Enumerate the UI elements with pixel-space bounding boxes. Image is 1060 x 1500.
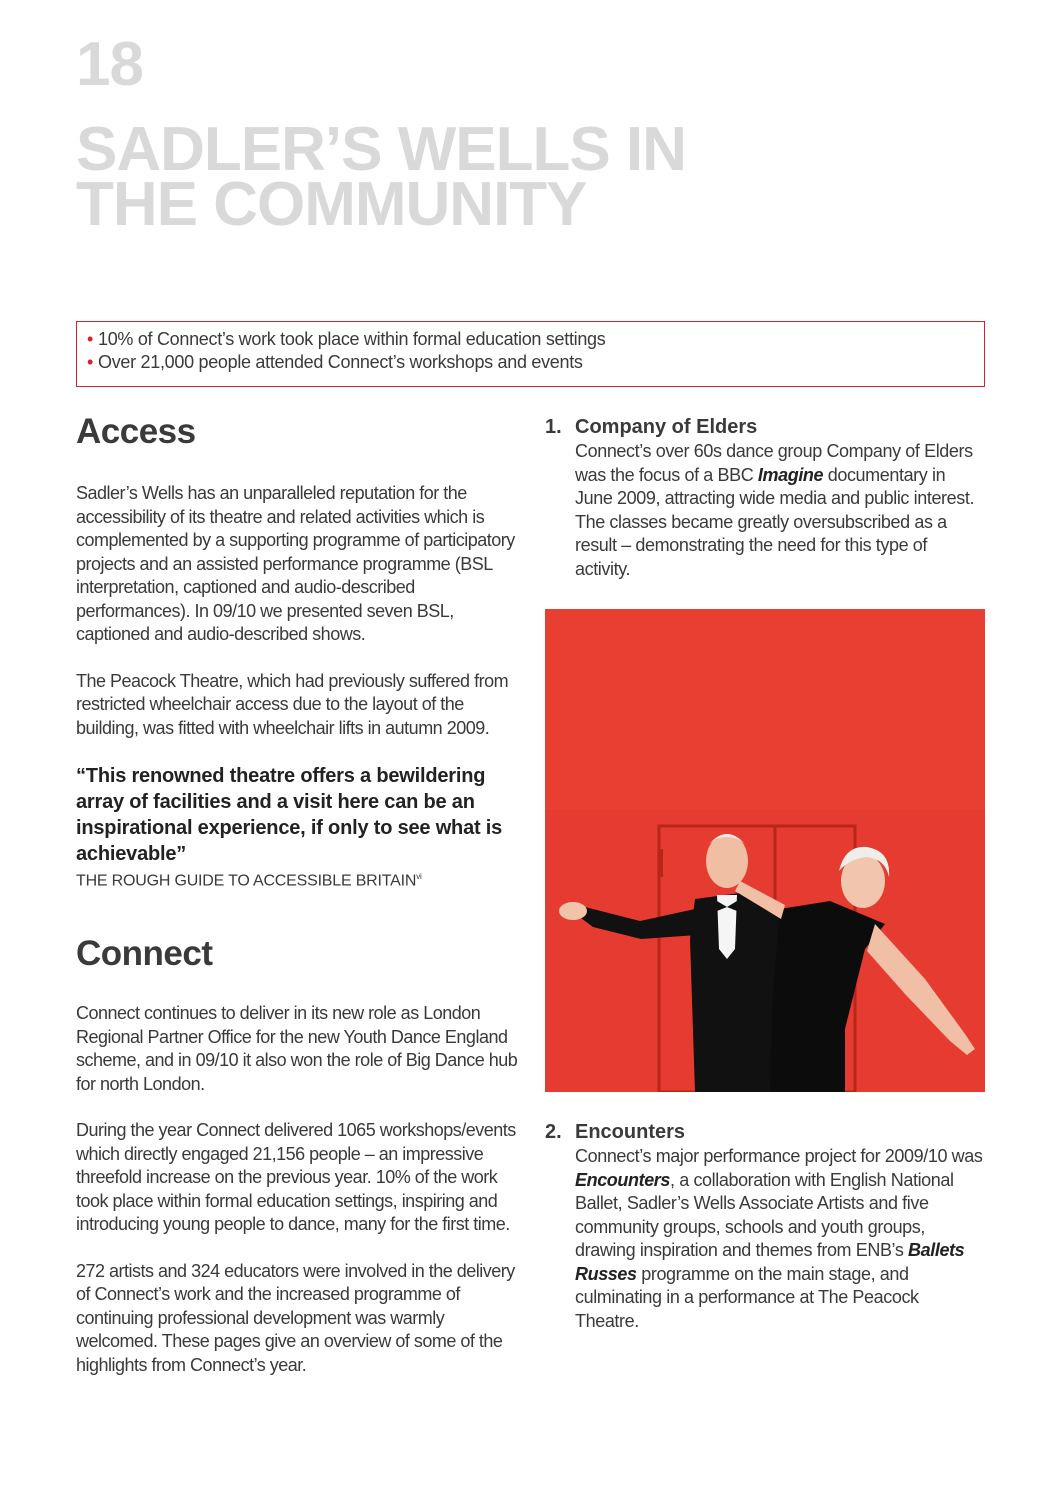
item-1-title: Company of Elders <box>575 416 758 438</box>
bullet-icon: • <box>87 329 94 349</box>
item-2-text: , a collaboration with English National Ballet, Sadler’s Wells Associate Artists and five community groups, schools and youth groups, drawing inspiration and themes from ENB’s <box>575 1169 954 1260</box>
bullet-icon: • <box>87 352 94 372</box>
item-1-body <box>545 440 985 581</box>
access-paragraph-2: The Peacock Theatre, which had previously suffered from restricted wheelchair access due to the layout of the building, was fitted with wheelchair lifts in autumn 2009. <box>76 670 509 738</box>
item-2-body <box>545 1145 985 1333</box>
page-title-line-1: SADLER’S WELLS IN <box>76 115 686 184</box>
access-quote: “This renowned theatre offers a bewildering array of facilities and a visit here can be an inspirational experience, if only to see what is achievable” <box>76 765 503 865</box>
connect-heading: Connect <box>76 934 213 974</box>
dancers-photo <box>545 609 985 1092</box>
highlight-item <box>87 351 984 374</box>
dancers-illustration <box>545 609 985 1092</box>
item-2-text: programme on the main stage, and culminating in a performance at The Peacock Theatre. <box>575 1263 919 1331</box>
item-2-heading <box>545 1119 985 1145</box>
quote-source <box>76 867 521 891</box>
connect-paragraph-3: 272 artists and 324 educators were involved in the delivery of Connect’s work and the increased programme of continuing professional development was warmly welcomed. These pages give an overview of some of the highlights from Connect’s year. <box>76 1260 515 1375</box>
item-2-title: Encounters <box>575 1121 686 1143</box>
page-title <box>76 115 976 239</box>
item-2-number: 2. <box>545 1121 562 1143</box>
highlight-text: 10% of Connect’s work took place within formal education settings <box>98 329 606 349</box>
item-2-emphasis: Ballets Russes <box>575 1240 965 1284</box>
quote-footnote-ref: vi <box>416 872 422 881</box>
item-1-number: 1. <box>545 416 562 438</box>
access-paragraph-1: Sadler’s Wells has an unparalleled reputation for the accessibility of its theatre and related activities which is complemented by a supporting programme of participatory projects and an assisted performance programme (BSL interpretation, captioned and audio-described performances). In 09/10 we presented seven BSL, captioned and audio-described shows. <box>76 483 515 644</box>
highlight-text: Over 21,000 people attended Connect’s workshops and events <box>98 352 583 372</box>
item-2-emphasis: Encounters <box>575 1169 671 1190</box>
access-heading: Access <box>76 412 196 451</box>
page-title-line-2: THE COMMUNITY <box>76 170 587 239</box>
item-1-emphasis: Imagine <box>757 464 824 485</box>
page-number: 18 <box>76 30 143 99</box>
connect-paragraph-1: Connect continues to deliver in its new role as London Regional Partner Office for the new Youth Dance England scheme, and in 09/10 it also won the role of Big Dance hub for north London. <box>76 1003 518 1094</box>
highlight-item <box>87 328 984 351</box>
quote-source-text: THE ROUGH GUIDE TO ACCESSIBLE BRITAIN <box>76 872 417 890</box>
connect-paragraph-2: During the year Connect delivered 1065 workshops/events which directly engaged 21,156 people – an impressive threefold increase on the previous year. 10% of the work took place within formal education settings, inspiring and introducing young people to dance, many for the first time. <box>76 1120 516 1235</box>
item-1-text: documentary in June 2009, attracting wide media and public interest. The classes became greatly oversubscribed as a result – demonstrating the need for this type of activity. <box>575 464 975 579</box>
left-column <box>76 412 521 1377</box>
item-company-of-elders <box>545 414 985 581</box>
item-2-text: Connect’s major performance project for 2009/10 was <box>575 1146 983 1166</box>
item-1-text: Connect’s over 60s dance group Company of Elders was the focus of a BBC <box>575 441 973 485</box>
item-encounters <box>545 1119 985 1333</box>
highlights-box <box>76 321 985 387</box>
item-1-heading <box>545 414 985 440</box>
